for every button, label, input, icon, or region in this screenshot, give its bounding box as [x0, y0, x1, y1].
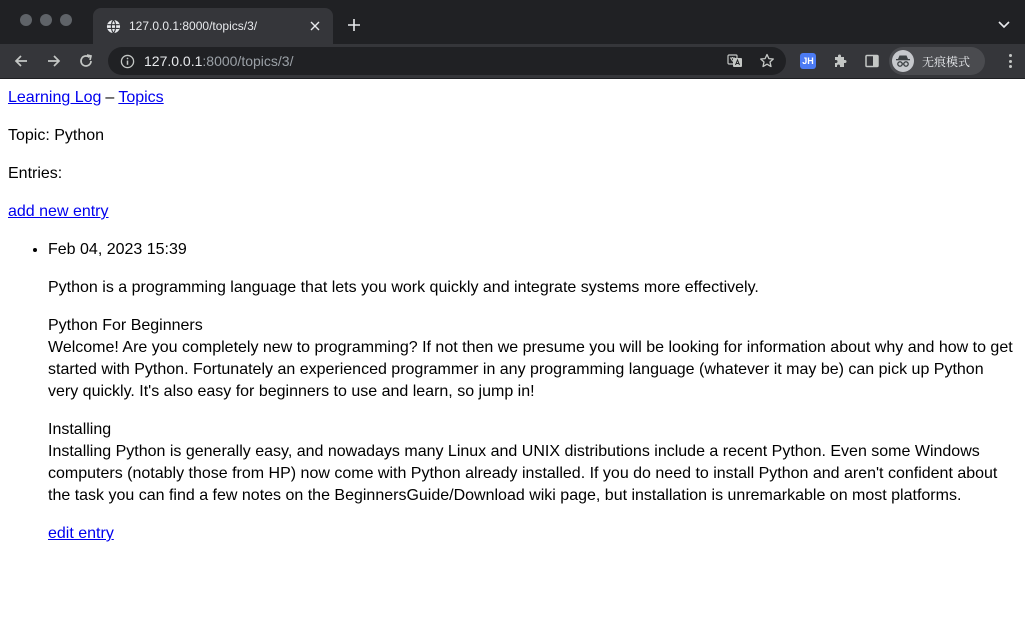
entry-section-title: Installing [48, 421, 112, 438]
edit-entry-paragraph [48, 523, 1017, 545]
header-separator: – [105, 89, 115, 106]
maximize-window-dot[interactable] [60, 14, 72, 26]
topic-title: Topic: Python [8, 127, 105, 144]
site-header [8, 87, 1017, 109]
info-icon[interactable] [119, 53, 135, 69]
add-entry-paragraph [8, 201, 1017, 223]
list-item [48, 239, 1017, 545]
entry-section [48, 315, 1017, 403]
translate-icon[interactable] [726, 52, 744, 70]
entry-section [48, 419, 1017, 507]
incognito-indicator[interactable] [889, 47, 985, 75]
url-text[interactable] [144, 53, 712, 69]
reload-icon[interactable] [77, 52, 95, 70]
entries-list [8, 239, 1017, 545]
entry-section-body: Installing Python is generally easy, and nowadays many Linux and UNIX distributions include a recent Python. Even some Windows computers (notably those from HP) now come with Python already installed. If you do need to install Python and aren't confident about the task you can find a few notes on the BeginnersGuide/Download wiki page, but installation is unremarkable on most platforms. [48, 443, 998, 504]
window-controls[interactable] [20, 14, 72, 26]
star-icon[interactable] [758, 52, 776, 70]
arrow-left-icon[interactable] [12, 52, 30, 70]
entry-section-title: Python For Beginners [48, 317, 203, 334]
browser-toolbar [0, 44, 1025, 79]
arrow-right-icon[interactable] [45, 52, 63, 70]
kebab-menu-icon[interactable] [1007, 52, 1013, 70]
incognito-icon [892, 50, 914, 72]
close-icon[interactable] [307, 18, 323, 34]
close-window-dot[interactable] [20, 14, 32, 26]
address-bar[interactable] [108, 47, 786, 75]
browser-tab-strip [0, 0, 1025, 44]
home-link[interactable]: Learning Log [8, 89, 102, 106]
add-new-entry-link[interactable]: add new entry [8, 203, 109, 220]
incognito-label: 无痕模式 [922, 54, 971, 69]
jh-extension-icon[interactable]: JH [799, 52, 817, 70]
edit-entry-link[interactable]: edit entry [48, 525, 114, 542]
topics-link[interactable]: Topics [118, 89, 164, 106]
plus-icon[interactable] [345, 16, 363, 34]
page-content [0, 79, 1025, 545]
url-path: :8000/topics/3/ [202, 53, 294, 69]
entry-intro: Python is a programming language that lets you work quickly and integrate systems more effectively. [48, 279, 759, 296]
entries-heading: Entries: [8, 165, 63, 182]
tab-title: 127.0.0.1:8000/topics/3/ [129, 19, 258, 33]
entry-date: • Feb 04, 2023 15:39 [48, 241, 187, 258]
chevron-down-icon[interactable] [997, 17, 1011, 31]
entry-section-body: Welcome! Are you completely new to programming? If not then we presume you will be looking for information about why and how to get started with Python. Fortunately an experienced programmer in any programming language (whatever it may be) can pick up Python very quickly. It's also easy for beginners to use and learn, so jump in! [48, 339, 1013, 400]
side-panel-icon[interactable] [863, 52, 881, 70]
globe-icon [105, 18, 121, 34]
url-host: 127.0.0.1 [144, 53, 203, 69]
active-tab[interactable] [93, 8, 333, 44]
puzzle-icon[interactable] [831, 52, 849, 70]
minimize-window-dot[interactable] [40, 14, 52, 26]
